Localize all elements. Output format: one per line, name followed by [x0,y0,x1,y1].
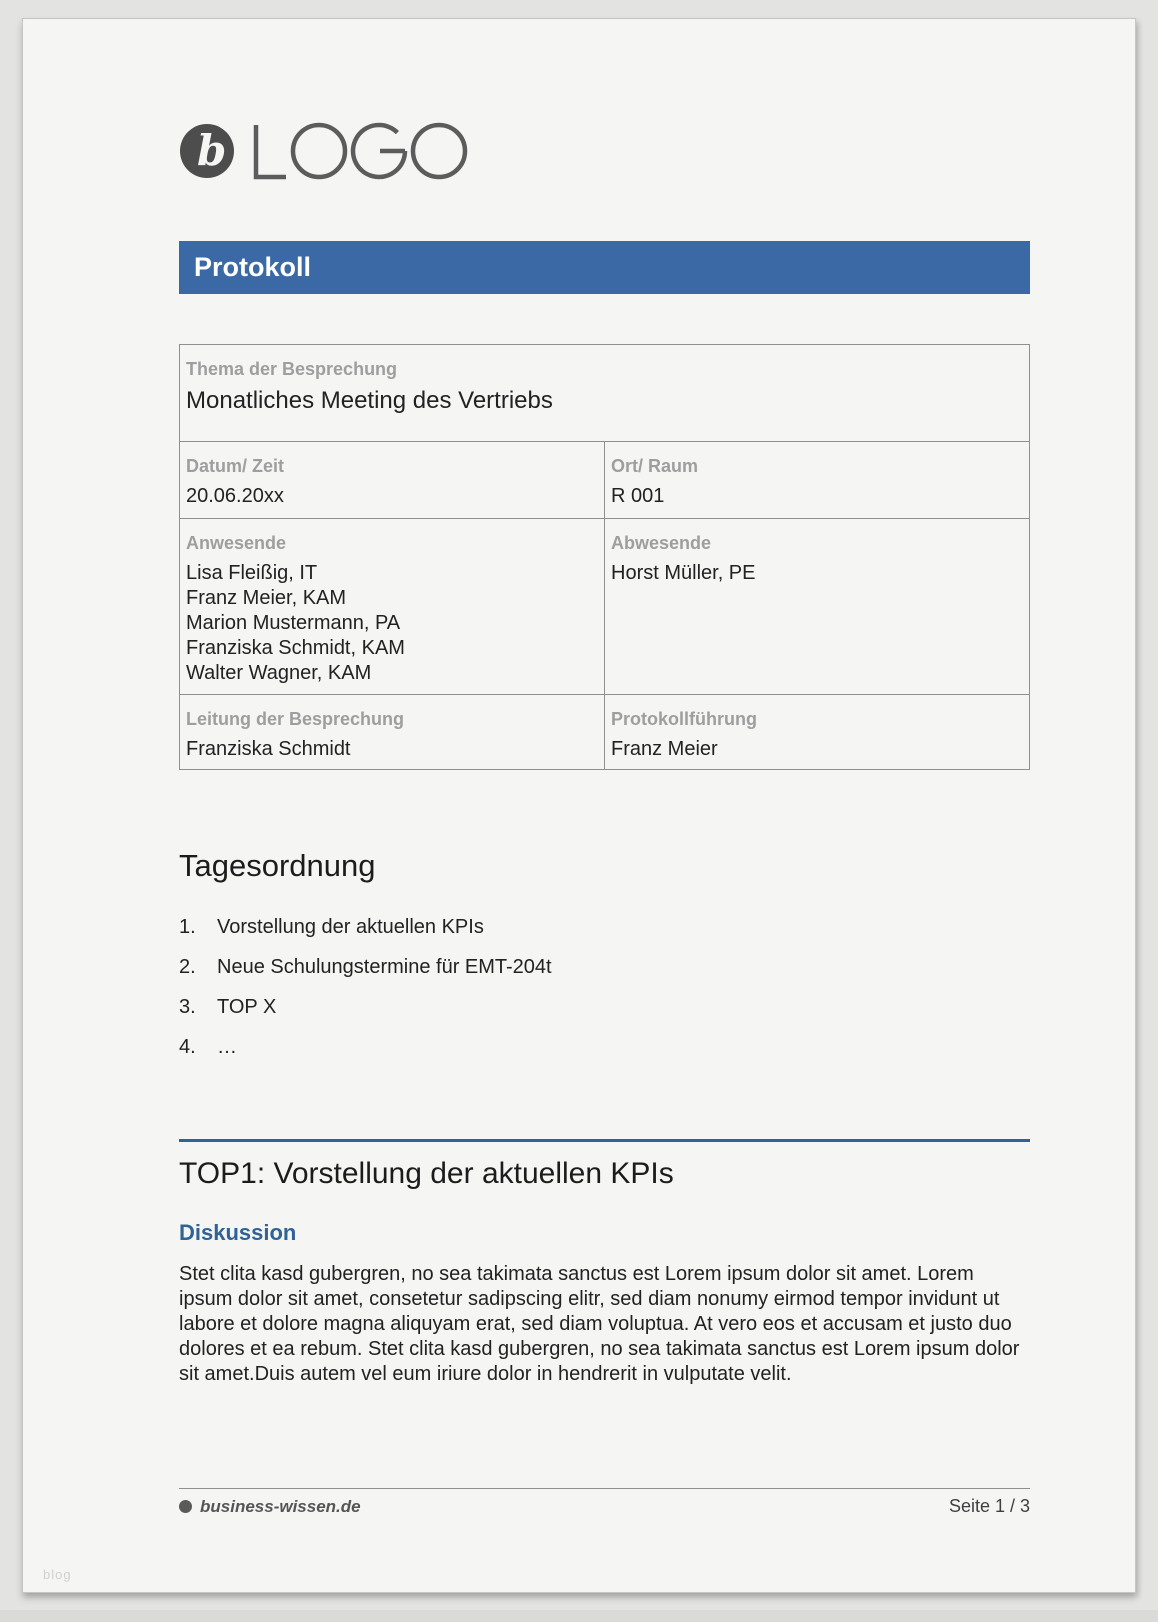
abwesende-label: Abwesende [611,533,712,553]
logo-wordmark-icon [256,125,465,177]
attendee-line: Franziska Schmidt, KAM [186,637,405,659]
table-row-thema [180,345,1030,442]
ort-value: R 001 [611,485,665,507]
attendee-line: Franz Meier, KAM [186,587,347,609]
diskussion-subheading: Diskussion [179,1220,297,1245]
leitung-label: Leitung der Besprechung [186,709,405,729]
anwesende-list [186,561,594,686]
protokollfuehrung-label: Protokollführung [611,709,757,729]
anwesende-label: Anwesende [186,533,287,553]
agenda-item-number: 3. [179,996,196,1018]
cell-abwesende [605,519,1030,695]
cell-anwesende [180,519,605,695]
page-number: Seite 1 / 3 [948,1496,1030,1516]
datum-value: 20.06.20xx [186,485,284,507]
agenda-item-number: 1. [179,916,196,938]
table-row-datum-ort [180,442,1030,519]
protokollfuehrung-value: Franz Meier [611,738,718,760]
agenda-item-number: 2. [179,956,196,978]
agenda-item-text: TOP X [217,996,277,1018]
agenda-list [179,915,1030,1075]
cell-leitung [180,695,605,770]
meeting-meta-table [179,344,1030,770]
agenda-item-text: … [217,1036,237,1058]
datum-label: Datum/ Zeit [186,456,285,476]
page-footer [179,1488,1030,1517]
cell-datum [180,442,605,519]
background-bottom-strip [0,1610,1158,1622]
attendee-line: Lisa Fleißig, IT [186,562,318,584]
cell-ort [605,442,1030,519]
agenda-item-number: 4. [179,1036,196,1058]
document-page [22,18,1136,1593]
brand-text: business-wissen.de [200,1496,361,1516]
absentee-line: Horst Müller, PE [611,562,756,584]
attendee-line: Marion Mustermann, PA [186,612,401,634]
agenda-item [179,955,1030,979]
cell-thema [180,345,1030,442]
agenda-item [179,915,1030,939]
agenda-item-text: Neue Schulungstermine für EMT-204t [217,956,552,978]
thema-value: Monatliches Meeting des Vertriebs [186,387,553,414]
agenda-heading: Tagesordnung [179,848,376,883]
diskussion-paragraph: Stet clita kasd gubergren, no sea takimata sanctus est Lorem ipsum dolor sit amet. Lorem ipsum dolor sit amet, consetetur sadipscing elitr, sed diam nonumy eirmod tempor invidunt ut labore et dolore magna aliquyam erat, sed diam voluptua. At vero eos et accusam et justo duo dolores et ea rebum. Stet clita kasd gubergren, no sea takimata sanctus est Lorem ipsum dolor sit amet.Duis autem vel eum iriure dolor in hendrerit in vulputate velit. [179,1263,1020,1385]
leitung-value: Franziska Schmidt [186,738,351,760]
section-divider-rule [179,1139,1030,1142]
agenda-item [179,1035,1030,1059]
blog-watermark: blog [43,1567,72,1582]
agenda-item-text: Vorstellung der aktuellen KPIs [217,916,484,938]
document-title-bar: Protokoll [179,241,1030,294]
table-row-anwesende-abwesende [180,519,1030,695]
cell-protokollfuehrung [605,695,1030,770]
brand-bullet-icon [179,1500,192,1513]
thema-label: Thema der Besprechung [186,359,398,379]
logo-badge-letter-icon: b [197,126,227,175]
table-row-leitung-protokoll [180,695,1030,770]
footer-brand [179,1497,361,1517]
top1-heading: TOP1: Vorstellung der aktuellen KPIs [179,1157,674,1190]
company-logo [178,119,468,183]
agenda-item [179,995,1030,1019]
attendee-line: Walter Wagner, KAM [186,662,372,684]
ort-label: Ort/ Raum [611,456,699,476]
abwesende-list [611,561,1019,586]
